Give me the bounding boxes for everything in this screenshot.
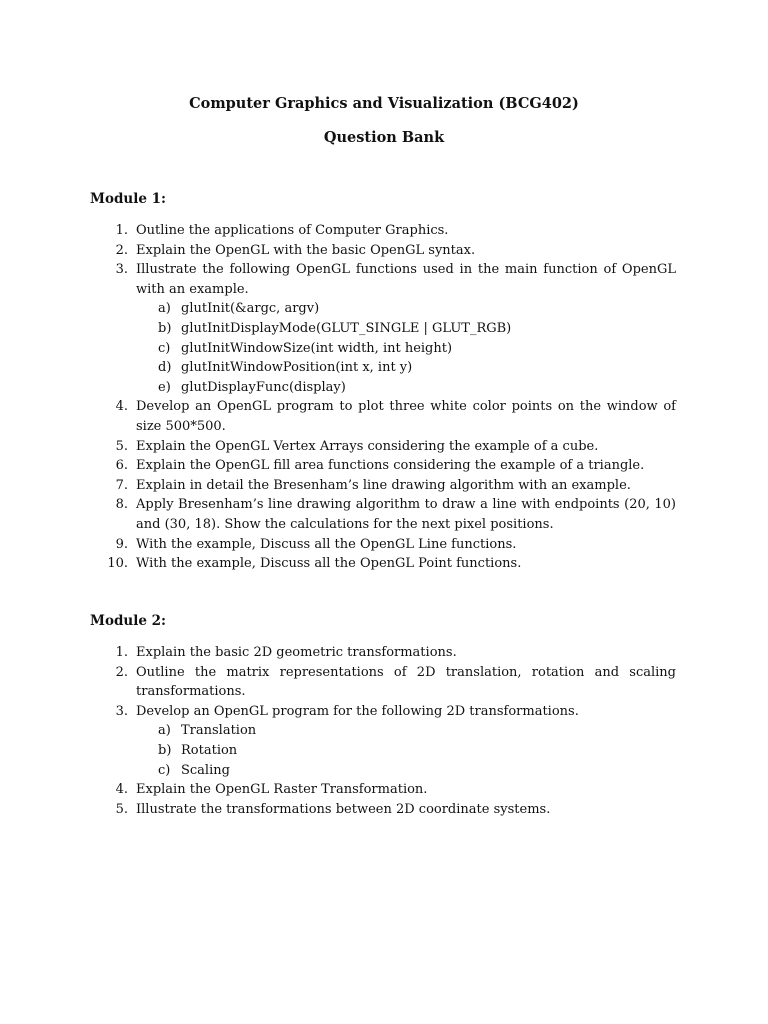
- question-text: Explain in detail the Bresenham’s line drawing algorithm with an example.: [136, 477, 631, 493]
- module-2-heading: Module 2:: [90, 613, 166, 629]
- question-number: 7.: [115, 477, 128, 493]
- sub-question-text: glutInitDisplayMode(GLUT_SINGLE | GLUT_RGB): [181, 320, 512, 336]
- sub-question-label: a): [158, 723, 171, 739]
- sub-question-item: [158, 358, 676, 378]
- question-number: 8.: [115, 497, 128, 513]
- question-text: With the example, Discuss all the OpenGL Line functions.: [136, 536, 517, 552]
- sub-question-text: Rotation: [181, 742, 238, 758]
- sub-question-text: glutInitWindowPosition(int x, int y): [181, 360, 413, 376]
- question-item: [90, 437, 676, 457]
- sub-question-text: glutDisplayFunc(display): [181, 379, 346, 395]
- question-number: 1.: [115, 645, 128, 660]
- sub-question-list: [136, 299, 676, 397]
- question-text: Illustrate the following OpenGL functions used in the main function of OpenGL with an example.: [136, 262, 676, 297]
- question-item: [90, 456, 676, 476]
- question-text: Illustrate the transformations between 2D coordinate systems.: [136, 801, 551, 817]
- sub-question-label: b): [158, 320, 172, 336]
- question-item: [90, 397, 676, 436]
- question-item: [90, 800, 676, 820]
- sub-question-item: [158, 378, 676, 398]
- question-text: Apply Bresenham’s line drawing algorithm to draw a line with endpoints (20, 10) and (30, 18). Show the calculations for the next pixel positions.: [136, 497, 676, 532]
- question-text: Explain the OpenGL Raster Transformation.: [136, 782, 428, 798]
- question-number: 3.: [115, 703, 128, 719]
- sub-question-label: b): [158, 742, 172, 758]
- question-text: Develop an OpenGL program to plot three white color points on the window of size 500*500.: [136, 399, 676, 434]
- question-number: 10.: [107, 556, 128, 572]
- sub-question-label: c): [158, 762, 171, 778]
- sub-question-text: Scaling: [181, 762, 230, 778]
- question-item: [90, 535, 676, 555]
- sub-question-text: Translation: [181, 723, 257, 739]
- question-number: 9.: [115, 536, 128, 552]
- sub-question-text: glutInitWindowSize(int width, int height): [181, 340, 453, 356]
- question-number: 1.: [115, 223, 128, 238]
- question-text: With the example, Discuss all the OpenGL Point functions.: [136, 556, 522, 572]
- question-item: [90, 476, 676, 496]
- question-number: 5.: [115, 801, 128, 817]
- question-item: [90, 221, 676, 241]
- sub-question-item: [158, 761, 676, 781]
- module-2-question-list: [90, 643, 676, 819]
- sub-question-item: [158, 721, 676, 741]
- sub-question-label: e): [158, 379, 171, 395]
- question-text: Outline the matrix representations of 2D translation, rotation and scaling transformations.: [136, 664, 676, 700]
- sub-question-label: a): [158, 301, 171, 317]
- sub-question-item: [158, 299, 676, 319]
- question-number: 5.: [115, 438, 128, 454]
- question-text: Develop an OpenGL program for the following 2D transformations.: [136, 703, 579, 719]
- module-1-question-list: [90, 221, 676, 574]
- document-title: Computer Graphics and Visualization (BCG402): [189, 95, 579, 112]
- question-text: Explain the OpenGL with the basic OpenGL syntax.: [136, 242, 476, 258]
- sub-question-item: [158, 339, 676, 359]
- module-1-heading: Module 1:: [90, 191, 166, 207]
- question-text: Explain the OpenGL Vertex Arrays considering the example of a cube.: [136, 438, 599, 454]
- question-item: [90, 643, 676, 663]
- sub-question-item: [158, 741, 676, 761]
- sub-question-item: [158, 319, 676, 339]
- sub-question-label: c): [158, 340, 171, 356]
- question-number: 4.: [115, 399, 128, 415]
- document-subtitle: Question Bank: [323, 129, 445, 146]
- question-item: [90, 554, 676, 574]
- question-item: [90, 702, 676, 780]
- question-number: 3.: [115, 262, 128, 278]
- question-number: 4.: [115, 782, 128, 798]
- question-item: [90, 780, 676, 800]
- sub-question-label: d): [158, 360, 172, 376]
- question-item: [90, 260, 676, 397]
- question-text: Outline the applications of Computer Graphics.: [136, 223, 449, 238]
- question-text: Explain the basic 2D geometric transformations.: [136, 645, 457, 660]
- question-item: [90, 495, 676, 534]
- question-item: [90, 663, 676, 702]
- question-item: [90, 241, 676, 261]
- question-number: 2.: [115, 664, 128, 680]
- question-number: 6.: [115, 458, 128, 474]
- question-text: Explain the OpenGL fill area functions considering the example of a triangle.: [136, 458, 645, 474]
- sub-question-text: glutInit(&argc, argv): [181, 301, 320, 317]
- question-number: 2.: [115, 242, 128, 258]
- sub-question-list: [136, 721, 676, 780]
